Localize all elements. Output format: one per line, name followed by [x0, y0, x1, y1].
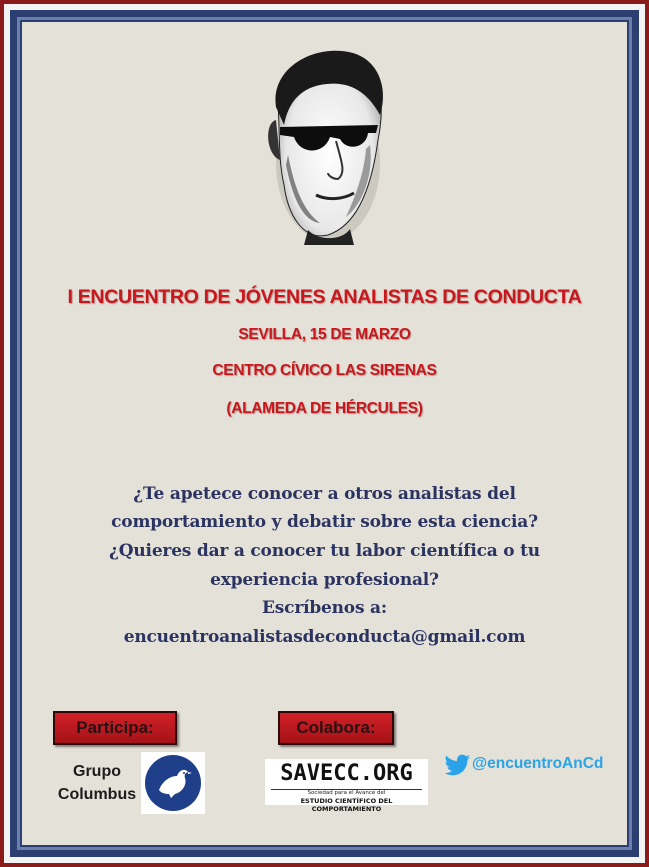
participa-badge: Participa:: [53, 711, 177, 745]
dove-icon: [141, 752, 205, 814]
grupo-columbus-line2: Columbus: [57, 786, 137, 803]
contact-email-link[interactable]: encuentroanalistasdeconducta@gmail.com: [123, 627, 526, 647]
colabora-badge: Colabora:: [278, 711, 394, 745]
event-venue: CENTRO CÍVICO LAS SIRENAS: [212, 362, 437, 379]
twitter-handle[interactable]: @encuentroAnCd: [472, 755, 604, 772]
grupo-columbus-line1: Grupo: [73, 763, 121, 780]
invitation-line: ¿Te apetece conocer a otros analistas del: [133, 484, 516, 504]
savecc-logo-subtitle: Sociedad para el Avance del: [307, 790, 386, 796]
portrait-illustration: [258, 45, 388, 245]
event-venue-detail: (ALAMEDA DE HÉRCULES): [226, 400, 423, 417]
twitter-bird-icon[interactable]: [443, 754, 471, 778]
event-date: SEVILLA, 15 DE MARZO: [238, 326, 411, 343]
columbus-logo[interactable]: [141, 752, 205, 814]
savecc-logo-subtitle-main: ESTUDIO CIENTÍFICO DEL COMPORTAMIENTO: [300, 797, 393, 813]
invitation-line: experiencia profesional?: [210, 570, 439, 590]
savecc-logo-text: SAVECC.ORG: [280, 761, 413, 786]
grupo-columbus-label: [50, 760, 144, 806]
invitation-line: comportamiento y debatir sobre esta ciencia?: [111, 512, 538, 532]
savecc-logo[interactable]: [265, 759, 428, 813]
contact-prompt: Escríbenos a:: [262, 598, 387, 618]
invitation-line: ¿Quieres dar a conocer tu labor científica o tu: [109, 541, 540, 561]
event-title: I ENCUENTRO DE JÓVENES ANALISTAS DE CONDUCTA: [67, 286, 582, 308]
